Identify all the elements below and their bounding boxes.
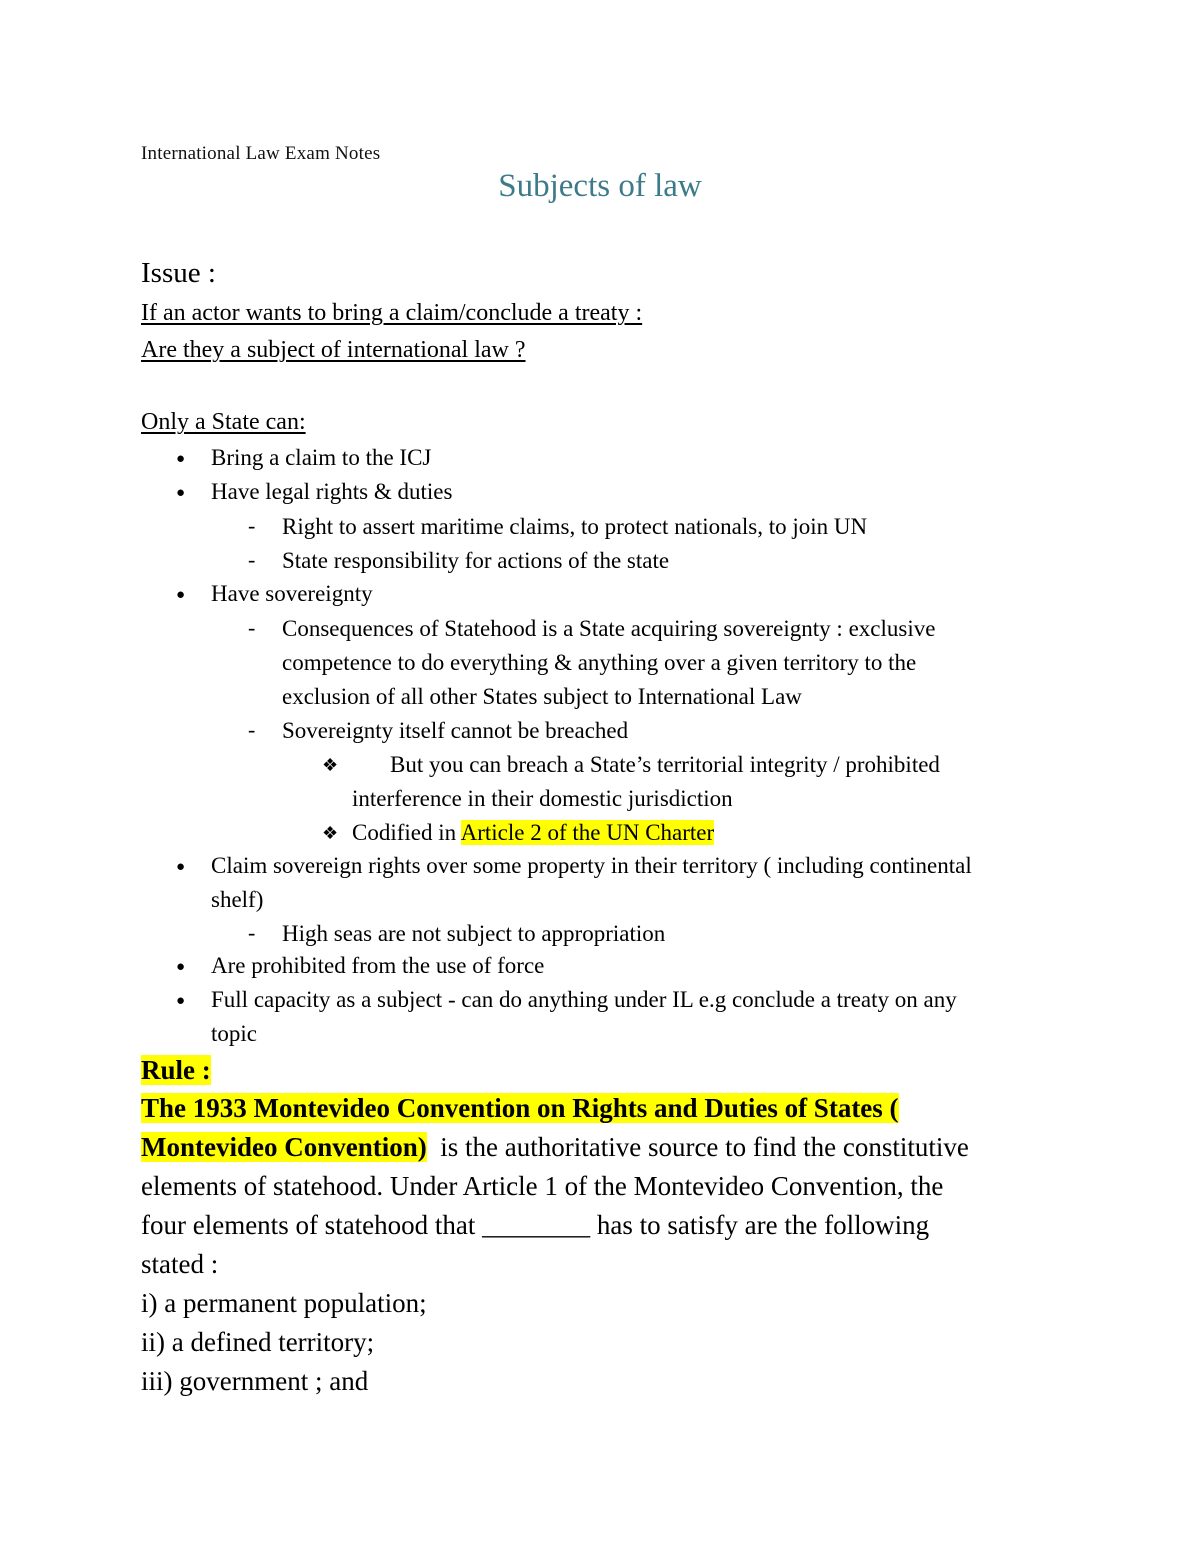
rule-line-2-rest: is the authoritative source to find the constitutive [426,1132,969,1162]
issue-question-2: Are they a subject of international law ? [141,337,526,363]
codified-prefix: Codified in [352,820,461,845]
diamond-icon: ❖ [322,823,339,843]
bullet-icon: ● [176,587,186,603]
list-item: Have sovereignty [211,581,373,606]
rule-line-2 [141,1132,969,1163]
sub-sub-list-item: But you can breach a State’s territorial integrity / prohibited [390,752,940,777]
list-item: Full capacity as a subject - can do anything under IL e.g conclude a treaty on any [211,987,957,1012]
rule-line-1 [141,1093,899,1124]
list-item: Claim sovereign rights over some property in their territory ( including continental [211,853,972,878]
bullet-icon: ● [176,993,186,1009]
issue-label: Issue : [141,257,216,289]
bullet-icon: ● [176,485,186,501]
sub-sub-list-item-cont: interference in their domestic jurisdiction [352,786,733,811]
diamond-icon: ❖ [322,755,339,775]
convention-name: Montevideo Convention) [141,1132,427,1162]
document-header: International Law Exam Notes [141,143,381,164]
dash-icon: - [248,547,256,572]
sub-list-item-cont: competence to do everything & anything over a given territory to the [282,650,917,675]
sub-list-item-cont: exclusion of all other States subject to International Law [282,684,802,709]
rule-label-text: Rule : [141,1055,211,1085]
highlighted-reference: Article 2 of the UN Charter [460,820,715,845]
sub-list-item: Right to assert maritime claims, to protect nationals, to join UN [282,514,868,539]
element-item: ii) a defined territory; [141,1327,375,1357]
rule-line-5: stated : [141,1249,219,1279]
element-item: iii) government ; and [141,1366,369,1396]
list-item: Have legal rights & duties [211,479,453,504]
rule-line-4: four elements of statehood that ________ has to satisfy are the following [141,1210,930,1240]
sub-list-item: Sovereignty itself cannot be breached [282,718,629,743]
sub-list-item: Consequences of Statehood is a State acquiring sovereignty : exclusive [282,616,936,641]
sub-list-item: State responsibility for actions of the state [282,548,670,573]
dash-icon: - [248,920,256,945]
list-item-cont: topic [211,1021,257,1046]
list-item: Are prohibited from the use of force [211,953,545,978]
issue-question-1: If an actor wants to bring a claim/conclude a treaty : [141,300,643,326]
dash-icon: - [248,717,256,742]
sub-list-item: High seas are not subject to appropriation [282,921,666,946]
bullet-icon: ● [176,959,186,975]
bullet-icon: ● [176,859,186,875]
sub-sub-list-item [352,820,714,846]
element-item: i) a permanent population; [141,1288,427,1318]
dash-icon: - [248,615,256,640]
dash-icon: - [248,513,256,538]
rule-line-1-text: The 1933 Montevideo Convention on Rights and Duties of States ( [141,1093,899,1123]
page-title: Subjects of law [498,168,702,204]
only-state-heading: Only a State can: [141,409,306,435]
rule-label [141,1055,211,1086]
rule-line-3: elements of statehood. Under Article 1 of the Montevideo Convention, the [141,1171,944,1201]
list-item-cont: shelf) [211,887,264,912]
list-item: Bring a claim to the ICJ [211,445,432,470]
bullet-icon: ● [176,451,186,467]
